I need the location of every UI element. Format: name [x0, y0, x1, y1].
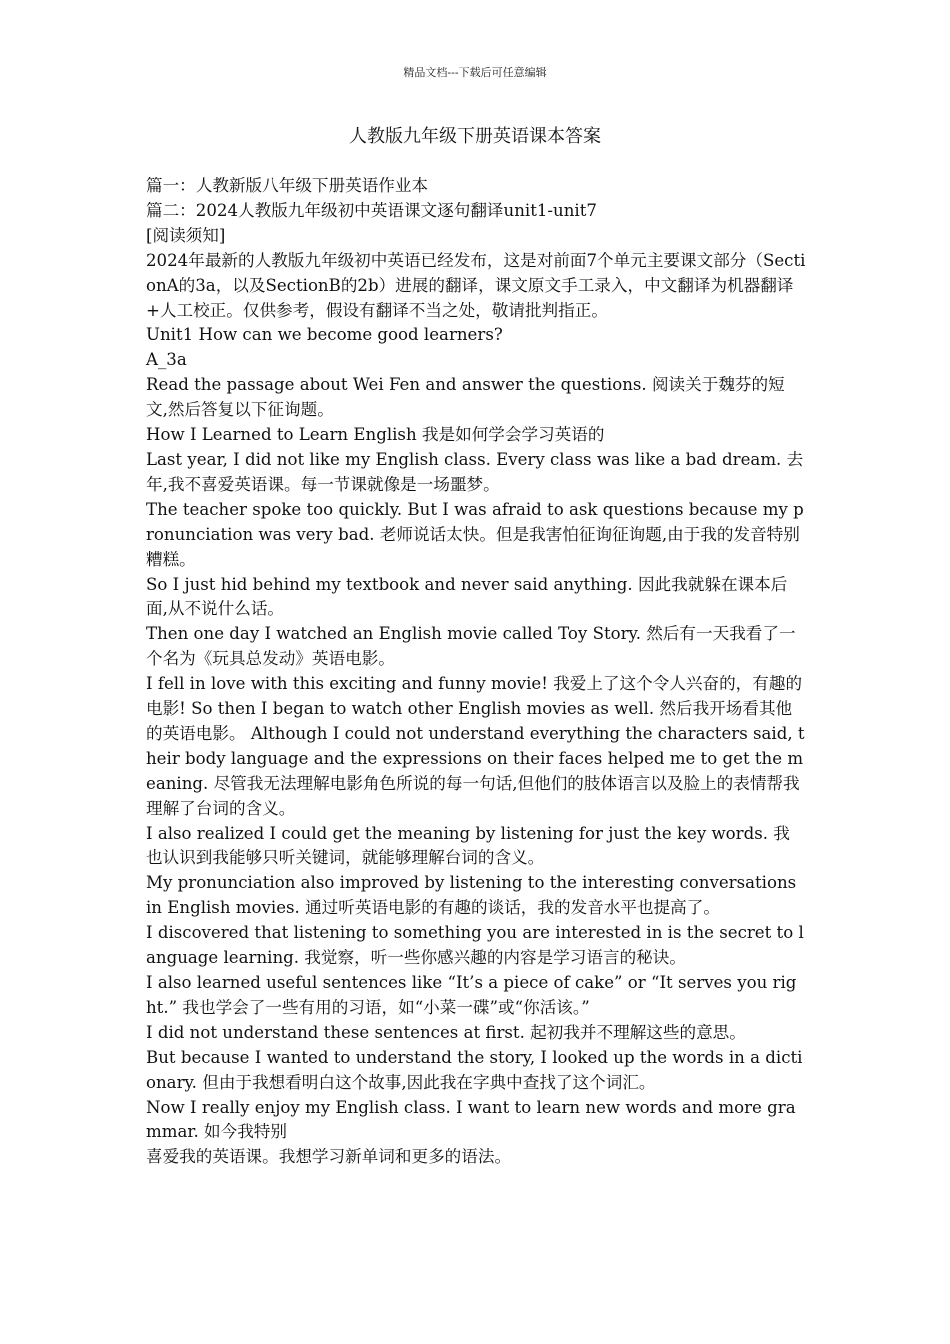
- paragraph: I also learned useful sentences like “It’s a piece of cake” or “It serves you right.” 我也学会了一些有用的习语，如“小菜一碟”或“你活该。”: [146, 973, 797, 1017]
- paragraph: 篇二：2024人教版九年级初中英语课文逐句翻译unit1-unit7: [146, 200, 597, 220]
- paragraph: So I just hid behind my textbook and never said anything. 因此我就躲在课本后面,从不说什么话。: [146, 574, 788, 619]
- paragraph: [阅读须知]: [146, 225, 226, 245]
- paragraph: My pronunciation also improved by listening to the interesting conversations in English movies. 通过听英语电影的有趣的谈话，我的发音水平也提高了。: [146, 873, 797, 918]
- paragraph: Now I really enjoy my English class. I want to learn new words and more grammar. 如今我特别: [146, 1097, 796, 1142]
- paragraph: 篇一：人教新版八年级下册英语作业本: [146, 176, 429, 195]
- paragraph: The teacher spoke too quickly. But I was afraid to ask questions because my pronunciation was very bad. 老师说话太快。但是我害怕征询征询题,由于我的发音特别糟糕。: [146, 499, 804, 569]
- paragraph: I also realized I could get the meaning by listening for just the key words. 我也认识到我能够只听关键词，就能够理解台词的含义。: [146, 823, 790, 868]
- paragraph: Last year, I did not like my English class. Every class was like a bad dream. 去年,我不喜爱英语课。每一节课就像是一场噩梦。: [146, 449, 804, 494]
- paragraph: Then one day I watched an English movie called Toy Story. 然后有一天我看了一个名为《玩具总发动》英语电影。: [146, 624, 796, 669]
- paragraph: 喜爱我的英语课。我想学习新单词和更多的语法。: [146, 1147, 512, 1167]
- page-header: 精品文档---下载后可任意编辑: [403, 66, 547, 79]
- paragraph: Read the passage about Wei Fen and answer the questions. 阅读关于魏芬的短文,然后答复以下征询题。: [146, 375, 785, 420]
- paragraph: I fell in love with this exciting and funny movie! 我爱上了这个令人兴奋的，有趣的电影! So then I began to watch other English movies as well. 然后我开场看其他的英语电影。 Although I could not understand everything the characters said, their body language and the expressions on their faces helped me to get the meaning. 尽管我无法理解电影角色所说的每一句话,但他们的肢体语言以及脸上的表情帮我理解了台词的含义。: [146, 674, 805, 818]
- paragraph: I discovered that listening to something you are interested in is the secret to language learning. 我觉察，听一些你感兴趣的内容是学习语言的秘诀。: [146, 923, 804, 968]
- paragraph: Unit1 How can we become good learners?: [146, 325, 503, 345]
- paragraph: A_3a: [146, 350, 187, 370]
- document-title: 人教版九年级下册英语课本答案: [349, 126, 601, 147]
- document-body: [146, 174, 806, 1170]
- paragraph: 2024年最新的人教版九年级初中英语已经发布，这是对前面7个单元主要课文部分（SectionA的3a，以及SectionB的2b）进展的翻译，课文原文手工录入，中文翻译为机器翻译+人工校正。仅供参考，假设有翻译不当之处，敬请批判指正。: [146, 250, 806, 320]
- paragraph: How I Learned to Learn English 我是如何学会学习英语的: [146, 425, 605, 445]
- paragraph: I did not understand these sentences at first. 起初我并不理解这些的意思。: [146, 1022, 746, 1042]
- paragraph: But because I wanted to understand the story, I looked up the words in a dictionary. 但由于我想看明白这个故事,因此我在字典中查找了这个词汇。: [146, 1047, 803, 1092]
